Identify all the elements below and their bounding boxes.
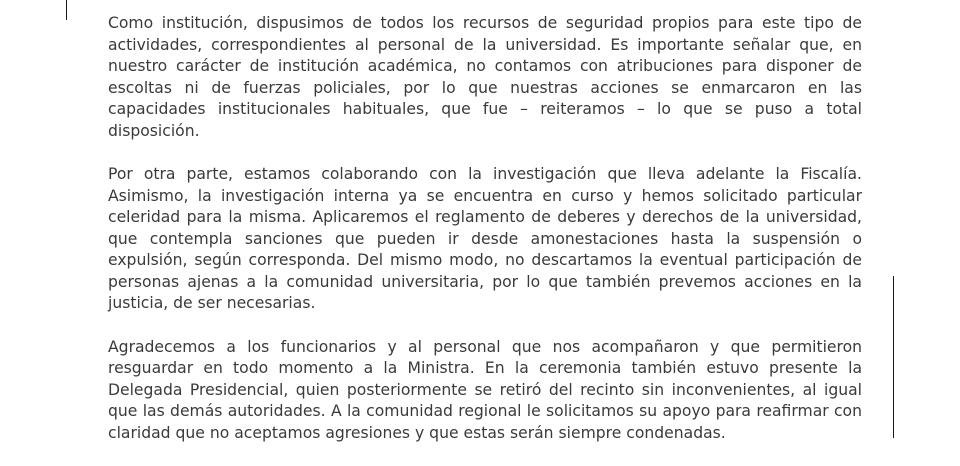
right-border-line bbox=[893, 276, 894, 438]
left-border-line bbox=[66, 0, 67, 20]
paragraph-investigation: Por otra parte, estamos colaborando con la investigación que lleva adelante la Fiscalía. Asimismo, la investigación interna ya se encuentra en curso y hemos solicitado particular celeridad para la misma. Aplicaremos el reglamento de deberes y derechos de la universidad, que contempla sanciones que pueden ir desde amonestaciones hasta la suspensión o expulsión, según corresponda. Del mismo modo, no descartamos la eventual participación de personas ajenas a la comunidad universitaria, por lo que también prevemos acciones en la justicia, de ser necesarias. bbox=[108, 165, 862, 312]
paragraph-acknowledgement: Agradecemos a los funcionarios y al personal que nos acompañaron y que permitieron resguardar en todo momento a la Ministra. En la ceremonia también estuvo presente la Delegada Presidencial, quien posteriormente se retiró del recinto sin inconvenientes, al igual que las demás autoridades. A la comunidad regional le solicitamos su apoyo para reafirmar con claridad que no aceptamos agresiones y que estas serán siempre condenadas. bbox=[108, 337, 862, 442]
document-body bbox=[108, 13, 862, 466]
paragraph-security: Como institución, dispusimos de todos los recursos de seguridad propios para este tipo de actividades, correspondientes al personal de la universidad. Es importante señalar que, en nuestro carácter de institución académica, no contamos con atribuciones para disponer de escoltas ni de fuerzas policiales, por lo que nuestras acciones se enmarcaron en las capacidades institucionales habituales, que fue – reiteramos – lo que se puso a total disposición. bbox=[108, 14, 862, 140]
